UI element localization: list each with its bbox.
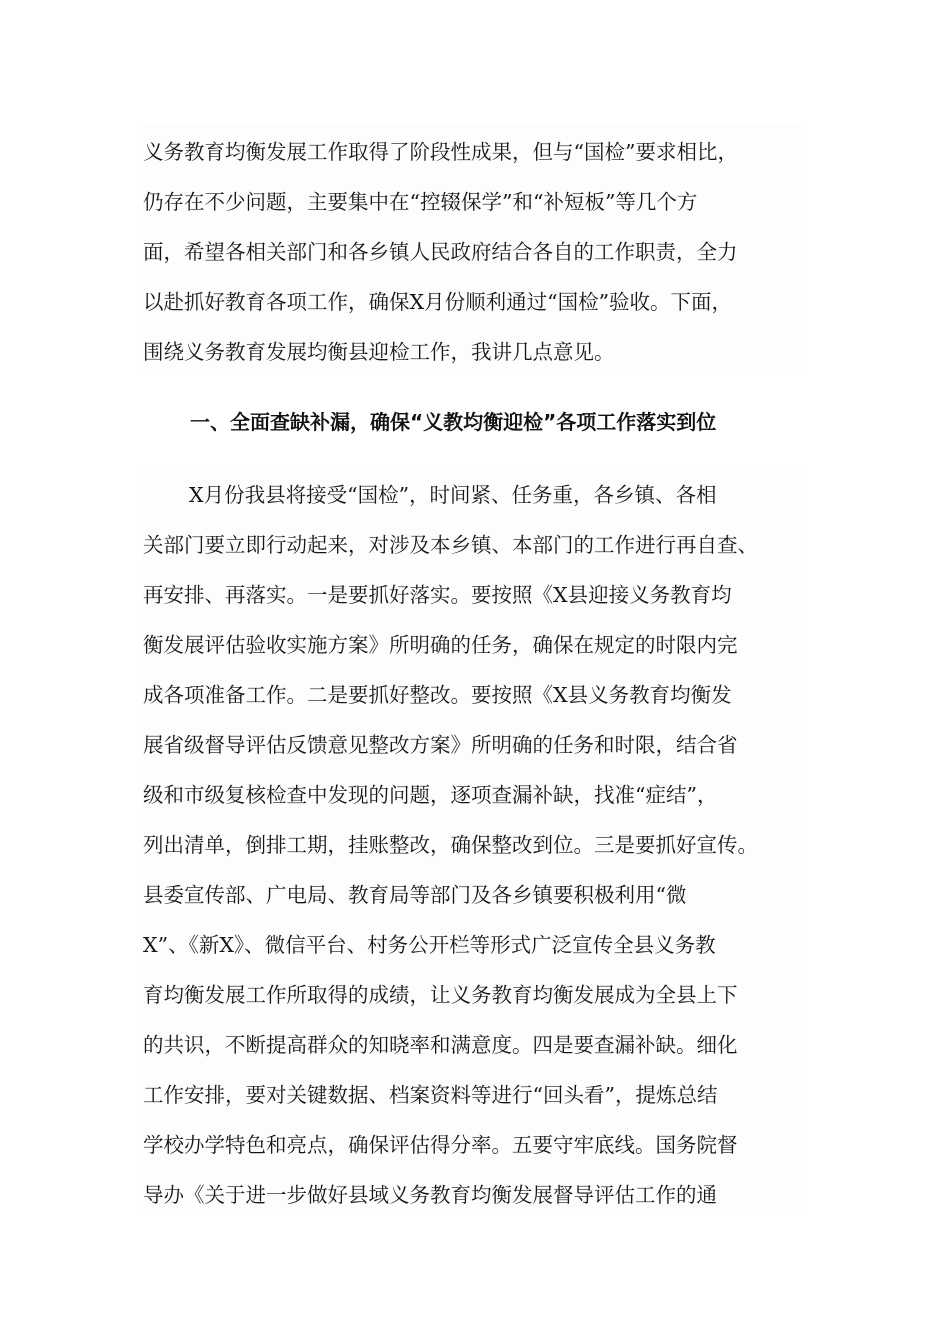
body-line-2: 关部门要立即行动起来，对涉及本乡镇、本部门的工作进行再自查、 [143,533,758,557]
body-line-9: 县委宣传部、广电局、教育局等部门及各乡镇要积极利用“微 [143,883,687,907]
section-heading-block [143,395,806,455]
body-line-13: 工作安排，要对关键数据、档案资料等进行“回头看”，提炼总结 [143,1083,718,1107]
body-line-15: 导办《关于进一步做好县域义务教育均衡发展督导评估工作的通 [143,1183,717,1207]
body-line-8: 列出清单，倒排工期，挂账整改，确保整改到位。三是要抓好宣传。 [143,833,758,857]
body-line-14: 学校办学特色和亮点，确保评估得分率。五要守牢底线。国务院督 [143,1133,738,1157]
intro-line-5: 围绕义务教育发展均衡县迎检工作，我讲几点意见。 [143,340,615,364]
body-line-5: 成各项准备工作。二是要抓好整改。要按照《X县义务教育均衡发 [143,683,732,707]
section-heading: 一、全面查缺补漏，确保“义教均衡迎检”各项工作落实到位 [190,410,717,434]
intro-line-3: 面，希望各相关部门和各乡镇人民政府结合各自的工作职责，全力 [143,240,738,264]
body-line-12: 的共识，不断提高群众的知晓率和满意度。四是要查漏补缺。细化 [143,1033,738,1057]
body-line-4: 衡发展评估验收实施方案》所明确的任务，确保在规定的时限内完 [143,633,738,657]
body-line-10: X”、《新X》、微信平台、村务公开栏等形式广泛宣传全县义务教 [143,933,716,957]
intro-line-1: 义务教育均衡发展工作取得了阶段性成果，但与“国检”要求相比， [143,140,738,164]
intro-line-2: 仍存在不少问题，主要集中在“控辍保学”和“补短板”等几个方 [143,190,698,214]
body-line-3: 再安排、再落实。一是要抓好落实。要按照《X县迎接义务教育均 [143,583,732,607]
body-line-1: X月份我县将接受“国检”，时间紧、任务重，各乡镇、各相 [189,483,717,507]
intro-line-4: 以赴抓好教育各项工作，确保X月份顺利通过“国检”验收。下面， [143,290,733,314]
body-line-7: 级和市级复核检查中发现的问题，逐项查漏补缺，找准“症结”， [143,783,718,807]
intro-paragraph [143,125,806,370]
body-paragraph [143,470,806,1215]
body-line-6: 展省级督导评估反馈意见整改方案》所明确的任务和时限，结合省 [143,733,738,757]
body-line-11: 育均衡发展工作所取得的成绩，让义务教育均衡发展成为全县上下 [143,983,738,1007]
